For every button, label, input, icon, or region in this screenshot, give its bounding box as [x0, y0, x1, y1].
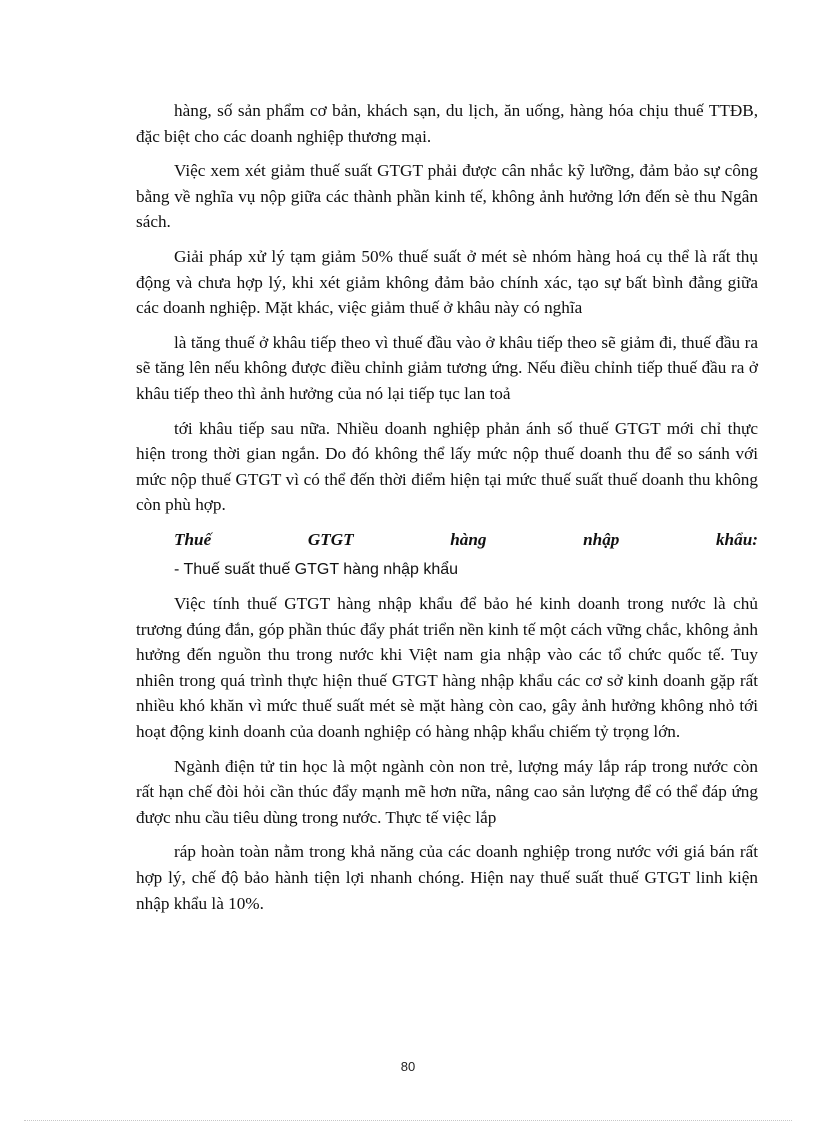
- paragraph-1: hàng, số sản phẩm cơ bản, khách sạn, du lịch, ăn uống, hàng hóa chịu thuế TTĐB, đặc biệt cho các doanh nghiệp thương mại.: [136, 101, 758, 146]
- page-number: 80: [400, 1059, 416, 1074]
- body-text: [136, 98, 758, 925]
- heading-word: Thuế: [174, 529, 212, 549]
- heading-word: khẩu:: [715, 529, 758, 549]
- heading-word: hàng: [450, 529, 487, 549]
- paragraph-3: Giải pháp xử lý tạm giảm 50% thuế suất ở mét sè nhóm hàng hoá cụ thể là rất thụ động và chưa hợp lý, khi xét giảm không đảm bảo chính xác, tạo sự bất bình đẳng giữa các doanh nghiệp. Mặt khác, việc giảm thuế ở khâu này có nghĩa: [136, 246, 758, 318]
- paragraph-8: ráp hoàn toàn nằm trong khả năng của các doanh nghiệp trong nước với giá bán rất hợp lý, chế độ bảo hành tiện lợi nhanh chóng. Hiện nay thuế suất thuế GTGT linh kiện nhập khẩu là 10%.: [136, 842, 758, 913]
- heading-word: GTGT: [307, 529, 354, 549]
- paragraph-5: tới khâu tiếp sau nữa. Nhiều doanh nghiệp phản ánh số thuế GTGT mới chỉ thực hiện trong thời gian ngắn. Do đó không thể lấy mức nộp thuế doanh thu để so sánh với mức nộp thuế GTGT vì có thể đến thời điểm hiện tại mức thuế suất thuế doanh thu không còn phù hợp.: [136, 418, 758, 515]
- paragraph-2: Việc xem xét giảm thuế suất GTGT phải được cân nhắc kỹ lưỡng, đảm bảo sự công bằng về nghĩa vụ nộp giữa các thành phần kinh tế, không ảnh hưởng lớn đến sè thu Ngân sách.: [136, 161, 758, 232]
- subheading: - Thuế suất thuế GTGT hàng nhập khẩu: [174, 560, 459, 578]
- section-heading: [136, 527, 758, 553]
- paragraph-6: Việc tính thuế GTGT hàng nhập khẩu để bảo hé kinh doanh trong nước là chủ trương đúng đắn, góp phần thúc đẩy phát triển nền kinh tế một cách vững chắc, không ảnh hưởng đến nguồn thu trong nước khi Việt nam gia nhập vào các tổ chức quốc tế. Tuy nhiên trong quá trình thực hiện thuế GTGT hàng nhập khẩu các cơ sở kinh doanh gặp rất nhiều khó khăn vì mức thuế suất mét sè mặt hàng còn cao, gây ảnh hưởng không nhỏ tới hoạt động kinh doanh của doanh nghiệp có hàng nhập khẩu chiếm tỷ trọng lớn.: [136, 594, 758, 742]
- page-bottom-divider: [24, 1120, 792, 1121]
- paragraph-7: Ngành điện tử tin học là một ngành còn non trẻ, lượng máy lắp ráp trong nước còn rất hạn chế đòi hỏi cần thúc đẩy mạnh mẽ hơn nữa, nâng cao sản lượng để có thể đáp ứng được nhu cầu tiêu dùng trong nước. Thực tế việc lắp: [136, 756, 758, 827]
- heading-word: nhập: [583, 529, 620, 549]
- paragraph-4: là tăng thuế ở khâu tiếp theo vì thuế đầu vào ở khâu tiếp theo sẽ giảm đi, thuế đầu ra sẽ tăng lên nếu không được điều chỉnh giảm tương ứng. Nếu điều chỉnh tiếp thuế đầu ra ở khâu tiếp theo thì ảnh hưởng của nó lại tiếp tục lan toả: [136, 332, 758, 403]
